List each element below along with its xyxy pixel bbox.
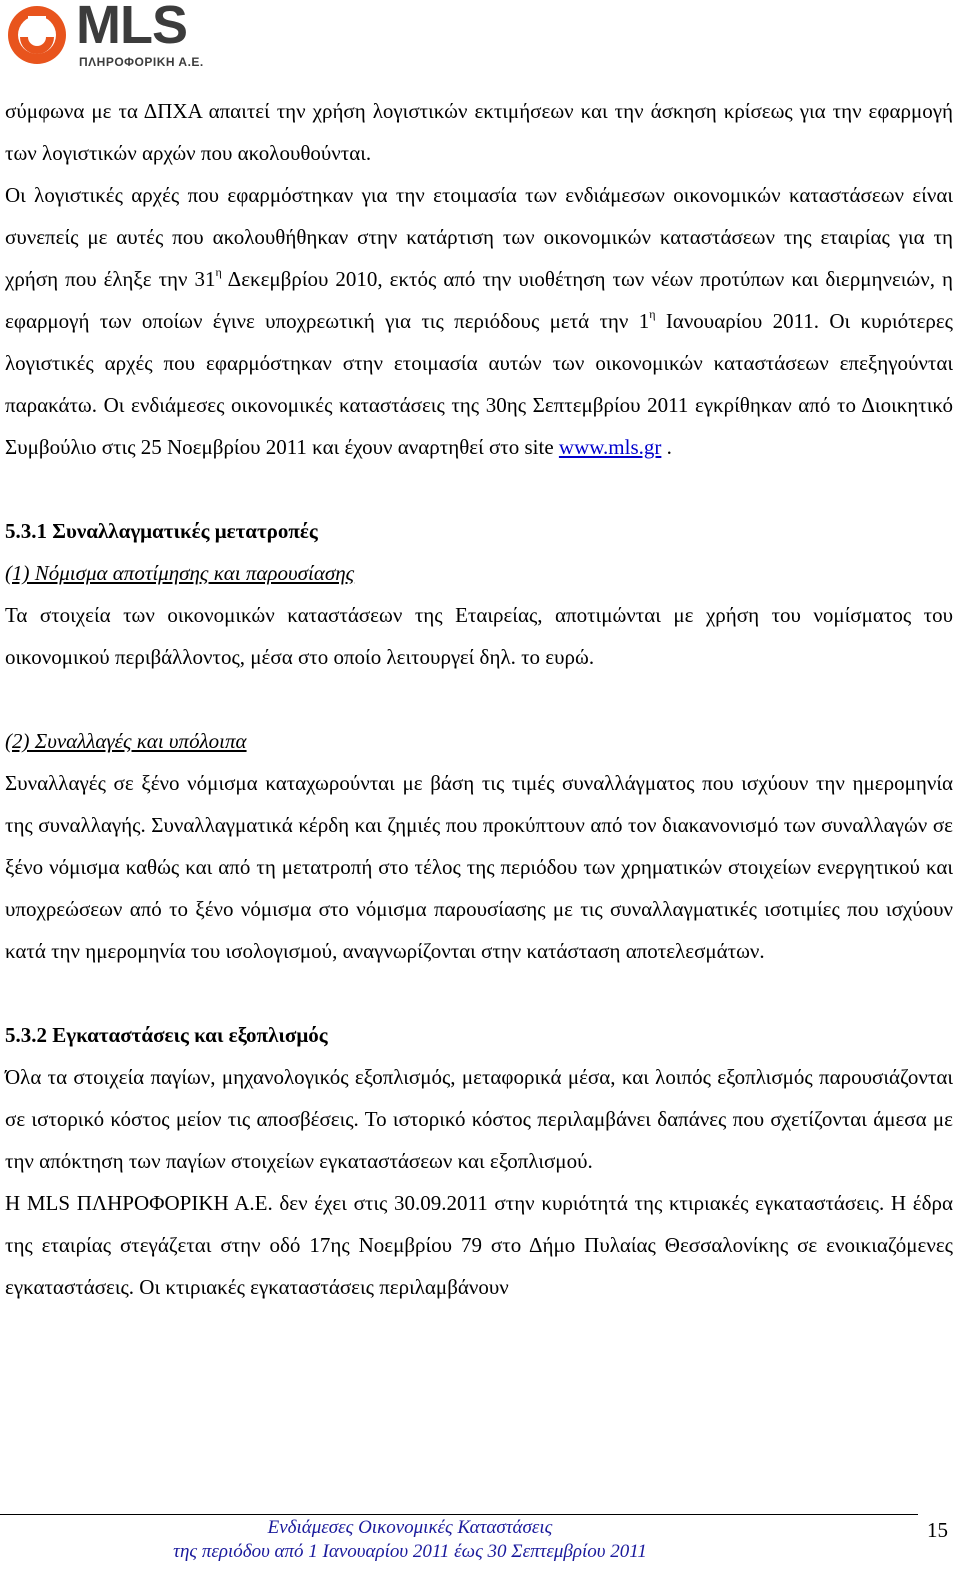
document-body: [5, 90, 953, 1308]
text-segment: Οι λογιστικές αρχές που εφαρμόστηκαν για την ετοιμασία των ενδιάμεσων οικονομικών καταστάσεων είναι συνεπείς με αυτές που ακολουθήθηκαν στην κατάρτιση των οικονομικών καταστάσεων της εταιρίας για τη χρήση που έληξε την 31: [5, 183, 953, 291]
spacer: [5, 678, 953, 720]
page-footer: [160, 1516, 660, 1564]
paragraph-transactions: Συναλλαγές σε ξένο νόμισμα καταχωρούνται με βάση τις τιμές συναλλάγματος που ισχύουν την ημερομηνία της συναλλαγής. Συναλλαγματικά κέρδη και ζημιές που προκύπτουν από τον διακανονισμό των συναλλαγών σε ξένο νόμισμα καθώς και από τη μετατροπή στο τέλος της περιόδου των χρηματικών στοιχείων ενεργητικού και υποχρεώσεων από το ξένο νόμισμα στο νόμισμα παρουσίασης με τις συναλλαγματικές ισοτιμίες που ισχύουν κατά την ημερομηνία του ισολογισμού, αναγνωρίζονται στην κατάσταση αποτελεσμάτων.: [5, 771, 953, 963]
company-logo: [6, 0, 232, 69]
paragraph-buildings: Η MLS ΠΛΗΡΟΦΟΡΙΚΗ Α.Ε. δεν έχει στις 30.09.2011 στην κυριότητά της κτιριακές εγκαταστάσεις. Η έδρα της εταιρίας στεγάζεται στην οδό 17ης Νοεμβρίου 79 στο Δήμο Πυλαίας Θεσσαλονίκης σε ενοικιαζόμενες εγκαταστάσεις. Οι κτιριακές εγκαταστάσεις περιλαμβάνουν: [5, 1191, 953, 1299]
footer-title: Ενδιάμεσες Οικονομικές Καταστάσεις: [267, 1517, 553, 1538]
section-heading-5-3-1: 5.3.1 Συναλλαγματικές μετατροπές: [5, 519, 318, 543]
paragraph-currency: Τα στοιχεία των οικονομικών καταστάσεων της Εταιρείας, αποτιμώνται με χρήση του νομίσματος του οικονομικού περιβάλλοντος, μέσα στο οποίο λειτουργεί δηλ. το ευρώ.: [5, 603, 953, 669]
logo-subtitle: ΠΛΗΡΟΦΟΡΙΚΗ Α.Ε.: [79, 55, 204, 69]
superscript: η: [649, 307, 656, 321]
superscript: η: [215, 265, 222, 279]
page-number: 15: [927, 1518, 948, 1542]
footer-period: της περιόδου από 1 Ιανουαρίου 2011 έως 30 Σεπτεμβρίου 2011: [173, 1541, 647, 1562]
text-segment: .: [661, 435, 672, 459]
logo-wordmark: MLS: [76, 0, 187, 55]
subheading-functional-currency: (1) Νόμισμα αποτίμησης και παρουσίασης: [5, 561, 355, 585]
website-link[interactable]: www.mls.gr: [558, 435, 662, 459]
text-segment: Ιανουαρίου 2011. Οι κυριότερες λογιστικές αρχές που εφαρμόστηκαν στην ετοιμασία αυτών των οικονομικών καταστάσεων επεξηγούνται παρακάτω. Οι ενδιάμεσες οικονομικές καταστάσεις της 30ης Σεπτεμβρίου 2011 εγκρίθηκαν από το Διοικητικό Συμβούλιο στις 25 Νοεμβρίου 2011 και έχουν αναρτηθεί στο site: [5, 309, 954, 459]
text-segment: Δεκεμβρίου 2010, εκτός από την υιοθέτηση των νέων προτύπων και διερμηνειών, η εφαρμογή των οποίων έγινε υποχρεωτική για τις περιόδους μετά την 1: [5, 267, 953, 333]
paragraph-fixed-assets: Όλα τα στοιχεία παγίων, μηχανολογικός εξοπλισμός, μεταφορικά μέσα, και λοιπός εξοπλισμός παρουσιάζονται σε ιστορικό κόστος μείον τις αποσβέσεις. Το ιστορικό κόστος περιλαμβάνει δαπάνες που σχετίζονται άμεσα με την απόκτηση των παγίων στοιχείων εγκαταστάσεων και εξοπλισμού.: [5, 1065, 953, 1173]
footer-divider: [0, 1514, 918, 1515]
spacer: [5, 468, 953, 510]
paragraph-accounting-principles: [5, 174, 953, 468]
paragraph-intro: σύμφωνα με τα ΔΠΧΑ απαιτεί την χρήση λογιστικών εκτιμήσεων και την άσκηση κρίσεως για την εφαρμογή των λογιστικών αρχών που ακολουθούνται.: [5, 99, 953, 165]
section-heading-5-3-2: 5.3.2 Εγκαταστάσεις και εξοπλισμός: [5, 1023, 328, 1047]
spacer: [5, 972, 953, 1014]
logo-emblem-icon: [6, 4, 68, 66]
subheading-transactions: (2) Συναλλαγές και υπόλοιπα: [5, 729, 247, 753]
